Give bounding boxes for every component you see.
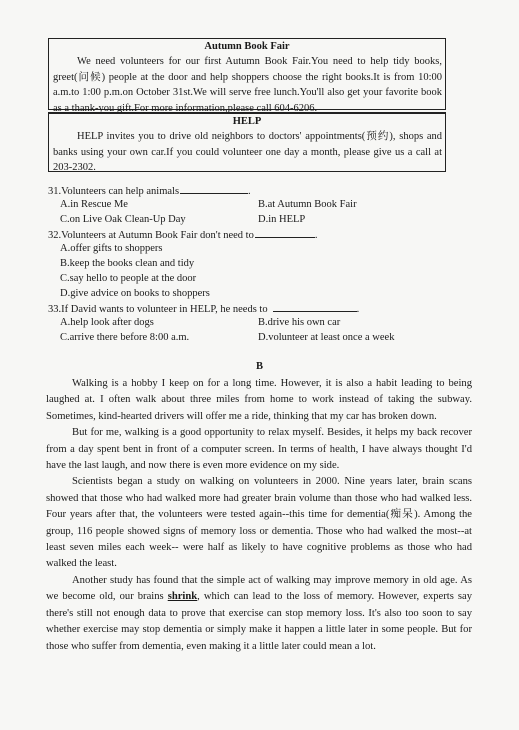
notice-body: We need volunteers for our first Autumn Book Fair.You need to help tidy books, greet(问候) people at the door and help shoppers choose the right books.It is from 10:00 a.m.to 1:00 p.m.on October 31st.We will serve free lunch.You'll also get your favorite book as a thank-you gift.For more information,please call 604-6206. (53, 56, 442, 114)
reading-passage (46, 376, 472, 655)
passage-paragraph: Walking is a hobby I keep on for a long time. However, it is also a habit leading to being laughed at. I often walk about three miles from home to work instead of taking the subway. Sometimes, kind-hearted drivers will offer me a ride, thinking that my car has broken down. (46, 378, 472, 422)
question-stem: 31.Volunteers can help animals . (48, 183, 468, 198)
section-label: B (255, 361, 263, 372)
option-row (48, 331, 468, 346)
option-row (48, 198, 468, 213)
notice-body: HELP invites you to drive old neighbors to doctors' appointments(预约), shops and banks using your own car.If you could volunteer one day a month, please give us a call at 203-2302. (53, 131, 442, 173)
option-row (48, 272, 468, 287)
option: C.say hello to people at the door (60, 272, 197, 284)
option: B.keep the books clean and tidy (60, 257, 195, 269)
notice-help (48, 112, 446, 172)
question-stem: 32.Volunteers at Autumn Book Fair don't need to . (48, 227, 468, 242)
question-list (48, 183, 468, 346)
option: A.help look after dogs (60, 317, 154, 329)
option: C.arrive there before 8:00 a.m. (60, 331, 190, 343)
option-row (48, 257, 468, 272)
answer-blank (273, 301, 357, 312)
passage-paragraph: Another study has found that the simple act of walking may improve memory in old age. As we become old, our brains shrink, which can lead to the loss of memory. However, experts say there's still not enough data to prove that exercise can stop memory loss. It's also too soon to say whether exercise may stop dementia or simply make it happen a little later in some people. But for those who suffer from dementia, even making it a little later could mean a lot. (46, 574, 472, 652)
question-stem: 33.If David wants to volunteer in HELP, he needs to . (48, 301, 468, 316)
emphasized-word: shrink (167, 591, 198, 603)
option: B.drive his own car (258, 317, 341, 329)
answer-blank (180, 183, 248, 194)
passage-paragraph: Scientists began a study on walking on volunteers in 2000. Nine years later, brain scans showed that those who had walked more had greater brain volume than those who had walked less. Four years after that, the volunteers were tested again--this time for dementia(痴呆). Among the group, 116 people showed signs of memory loss or dementia. Those who had walked the most--at least seven miles each week-- were half as likely to have cognitive problems as those who had walked the least. (46, 476, 472, 570)
option-row (48, 213, 468, 228)
option: A.offer gifts to shoppers (60, 243, 163, 255)
option: D.give advice on books to shoppers (60, 287, 210, 299)
notice-title: HELP (232, 116, 262, 127)
option: A.in Rescue Me (60, 198, 128, 210)
option-row (48, 316, 468, 331)
option-row (48, 242, 468, 257)
option-row (48, 287, 468, 302)
notice-title: Autumn Book Fair (204, 41, 290, 52)
option: D.volunteer at least once a week (258, 331, 395, 343)
passage-paragraph: But for me, walking is a good opportunity to relax myself. Besides, it helps my back recover from a day spent bent in front of a computer screen. In terms of health, I have always thought I'd have the last laugh, and now there is even more evidence on my side. (46, 427, 472, 472)
option: B.at Autumn Book Fair (258, 198, 357, 210)
notice-autumn-book-fair (48, 38, 446, 114)
option: D.in HELP (258, 213, 306, 225)
option: C.on Live Oak Clean-Up Day (60, 213, 186, 225)
answer-blank (255, 227, 315, 238)
